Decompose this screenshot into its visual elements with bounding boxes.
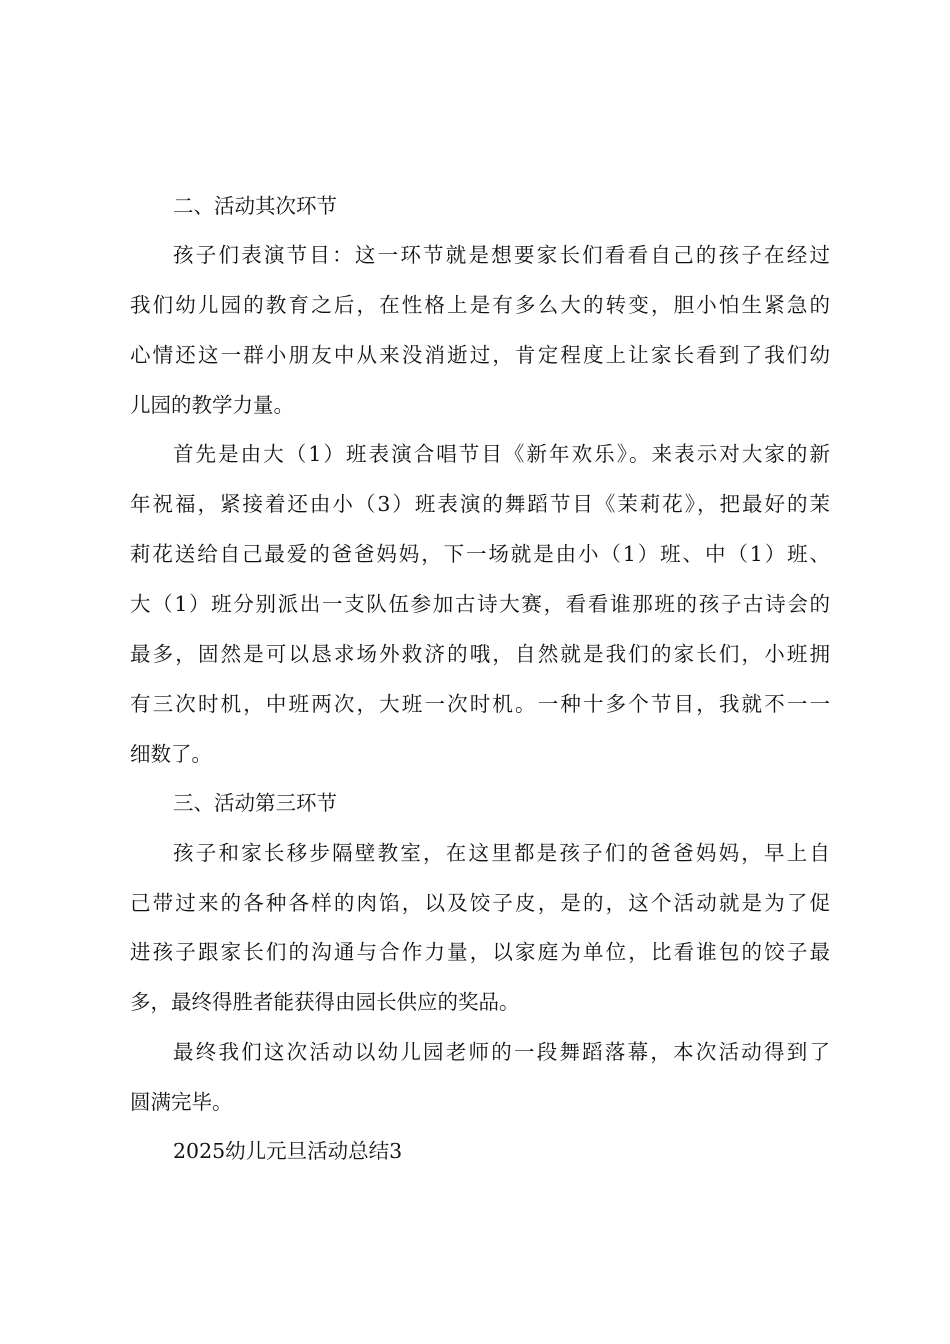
paragraph-1-line-2: 我们幼儿园的教育之后，在性格上是有多么大的转变，胆小怕生紧急的 bbox=[130, 293, 830, 317]
paragraph-2-line-7: 细数了。 bbox=[130, 742, 212, 766]
paragraph-2-line-1: 首先是由大（1）班表演合唱节目《新年欢乐》。来表示对大家的新 bbox=[173, 442, 830, 466]
next-section-title: 2025幼儿元旦活动总结3 bbox=[173, 1139, 403, 1163]
paragraph-2-line-5: 最多，固然是可以恳求场外救济的哦，自然就是我们的家长们，小班拥 bbox=[130, 642, 830, 666]
paragraph-3-line-4: 多，最终得胜者能获得由园长供应的奖品。 bbox=[130, 990, 520, 1014]
paragraph-4-line-2: 圆满完毕。 bbox=[130, 1090, 233, 1114]
paragraph-1-line-3: 心情还这一群小朋友中从来没消逝过，肯定程度上让家长看到了我们幼 bbox=[130, 343, 830, 367]
paragraph-3-line-1: 孩子和家长移步隔壁教室，在这里都是孩子们的爸爸妈妈，早上自 bbox=[173, 841, 830, 865]
section-heading-3: 三、活动第三环节 bbox=[173, 791, 337, 815]
paragraph-2-line-3: 莉花送给自己最爱的爸爸妈妈，下一场就是由小（1）班、中（1）班、 bbox=[130, 542, 830, 566]
paragraph-3-line-2: 己带过来的各种各样的肉馅，以及饺子皮，是的，这个活动就是为了促 bbox=[130, 891, 830, 915]
paragraph-3-line-3: 进孩子跟家长们的沟通与合作力量，以家庭为单位，比看谁包的饺子最 bbox=[130, 940, 830, 964]
paragraph-2-line-6: 有三次时机，中班两次，大班一次时机。一种十多个节目，我就不一一 bbox=[130, 692, 830, 716]
paragraph-1-line-4: 儿园的教学力量。 bbox=[130, 393, 294, 417]
paragraph-2-line-2: 年祝福，紧接着还由小（3）班表演的舞蹈节目《茉莉花》，把最好的茉 bbox=[130, 492, 830, 516]
paragraph-4-line-1: 最终我们这次活动以幼儿园老师的一段舞蹈落幕，本次活动得到了 bbox=[173, 1040, 830, 1064]
paragraph-2-line-4: 大（1）班分别派出一支队伍参加古诗大赛，看看谁那班的孩子古诗会的 bbox=[130, 592, 830, 616]
section-heading-2: 二、活动其次环节 bbox=[173, 194, 337, 218]
paragraph-1-line-1: 孩子们表演节目：这一环节就是想要家长们看看自己的孩子在经过 bbox=[173, 243, 830, 267]
